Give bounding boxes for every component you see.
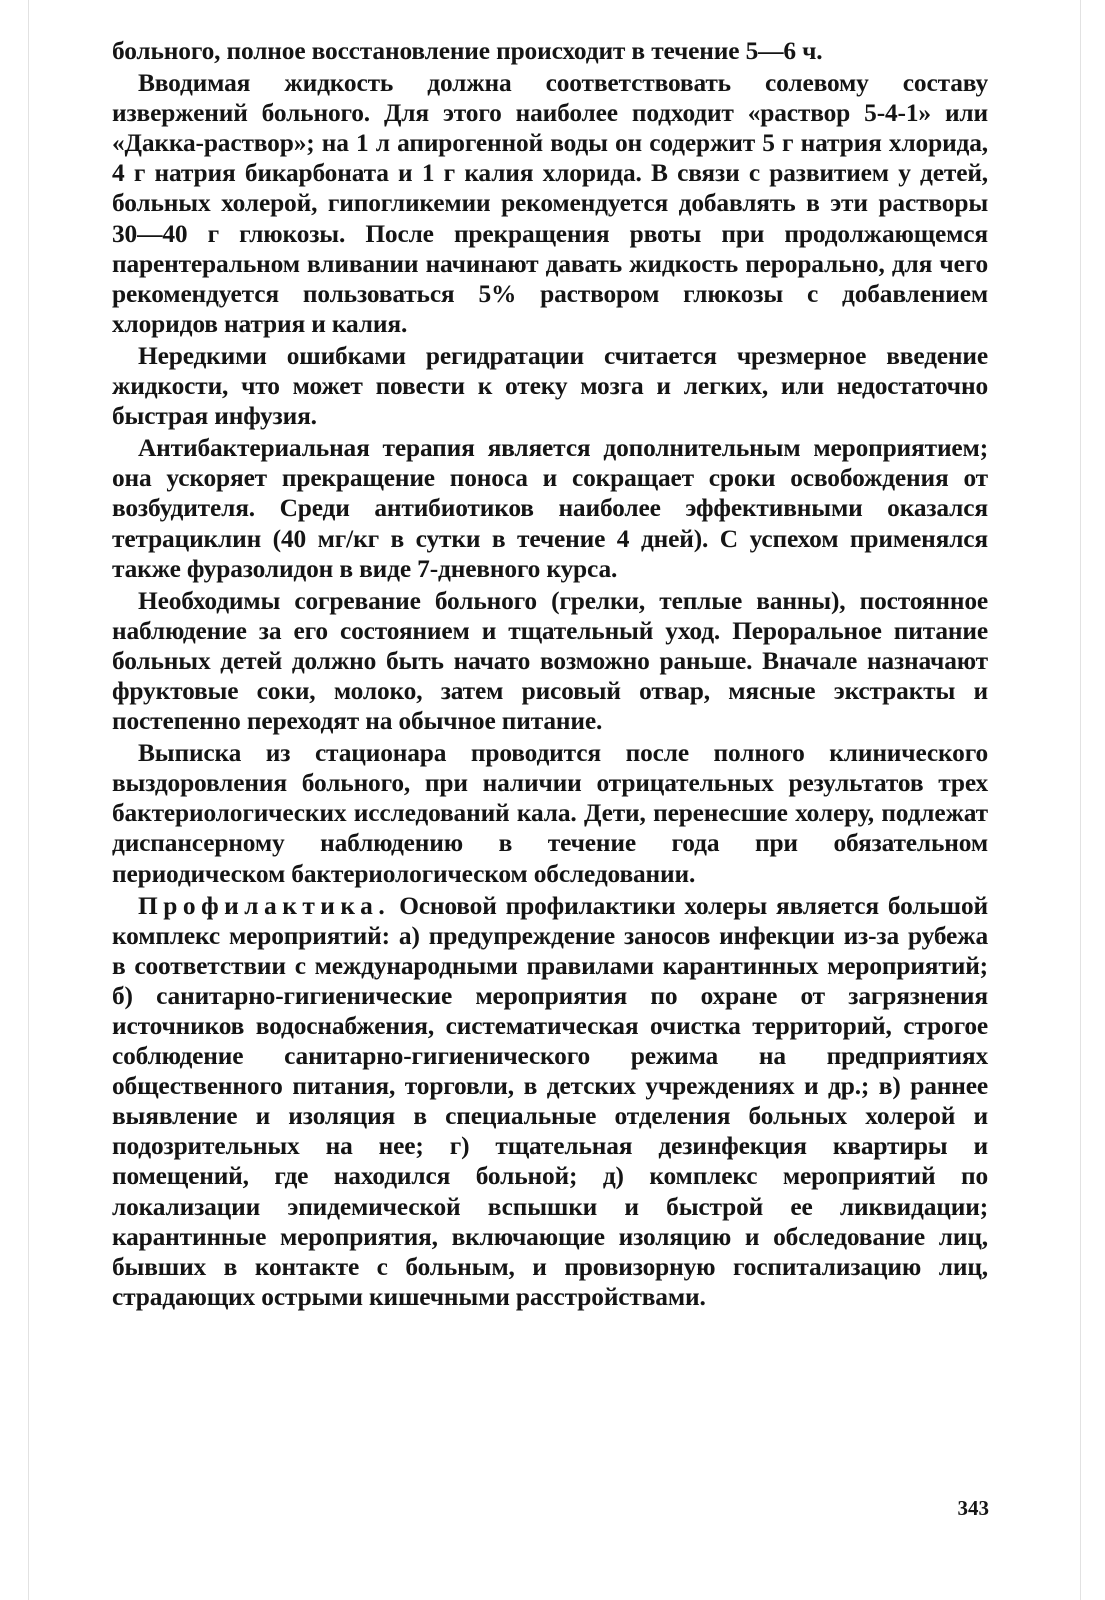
page-left-edge: [28, 0, 29, 1600]
document-body: [112, 36, 988, 1312]
paragraph-rehydration-solution: Вводимая жидкость должна соответствовать солевому составу извержений больного. Для этого наиболее подходит «раствор 5-4-1» или «Дакка-раствор»; на 1 л апирогенной воды он содержит 5 г натрия хлорида, 4 г натрия бикарбоната и 1 г калия хлорида. В связи с развитием у детей, больных холерой, гипогликемии рекомендуется добавлять в эти растворы 30—40 г глюкозы. После прекращения рвоты при продолжающемся парентеральном вливании начинают давать жидкость перорально, для чего рекомендуется пользоваться 5% раствором глюкозы с добавлением хлоридов натрия и калия.: [112, 69, 988, 338]
page-right-edge: [1080, 0, 1081, 1600]
prophylaxis-heading: Профилактика.: [138, 891, 391, 920]
paragraph-continued: больного, полное восстановление происходит в течение 5—6 ч.: [112, 37, 823, 65]
paragraph-rehydration-errors: Нередкими ошибками регидратации считается чрезмерное введение жидкости, что может повести к отеку мозга и легких, или недостаточно быстрая инфузия.: [112, 341, 988, 431]
paragraph-prophylaxis: [112, 891, 988, 1312]
paragraph-discharge: Выписка из стационара проводится после полного клинического выздоровления больного, при наличии отрицательных результатов трех бактериологических исследований кала. Дети, перенесшие холеру, подлежат диспансерному наблюдению в течение года при обязательном периодическом бактериологическом обследовании.: [112, 739, 988, 888]
prophylaxis-text: Основой профилактики холеры является большой комплекс мероприятий: а) предупреждение заносов инфекции из-за рубежа в соответствии с международными правилами карантинных мероприятий; б) санитарно-гигиенические мероприятия по охране от загрязнения источников водоснабжения, систематическая очистка территорий, строгое соблюдение санитарно-гигиенического режима на предприятиях общественного питания, торговли, в детских учреждениях и др.; в) раннее выявление и изоляция в специальные отделения больных холерой и подозрительных на нее; г) тщательная дезинфекция квартиры и помещений, где находился больной; д) комплекс мероприятий по локализации эпидемической вспышки и быстрой ее ликвидации; карантинные мероприятия, включающие изоляцию и обследование лиц, бывших в контакте с больным, и провизорную госпитализацию лиц, страдающих острыми кишечными расстройствами.: [112, 891, 988, 1311]
page-number: 343: [957, 1496, 989, 1520]
paragraph-care-and-nutrition: Необходимы согревание больного (грелки, теплые ванны), постоянное наблюдение за его состоянием и тщательный уход. Пероральное питание больных детей должно быть начато возможно раньше. Вначале назначают фруктовые соки, молоко, затем рисовый отвар, мясные экстракты и постепенно переходят на обычное питание.: [112, 586, 988, 736]
paragraph-antibacterial-therapy: Антибактериальная терапия является дополнительным мероприятием; она ускоряет прекращение поноса и сокращает сроки освобождения от возбудителя. Среди антибиотиков наиболее эффективными оказался тетрациклин (40 мг/кг в сутки в течение 4 дней). С успехом применялся также фуразолидон в виде 7-дневного курса.: [112, 434, 988, 583]
